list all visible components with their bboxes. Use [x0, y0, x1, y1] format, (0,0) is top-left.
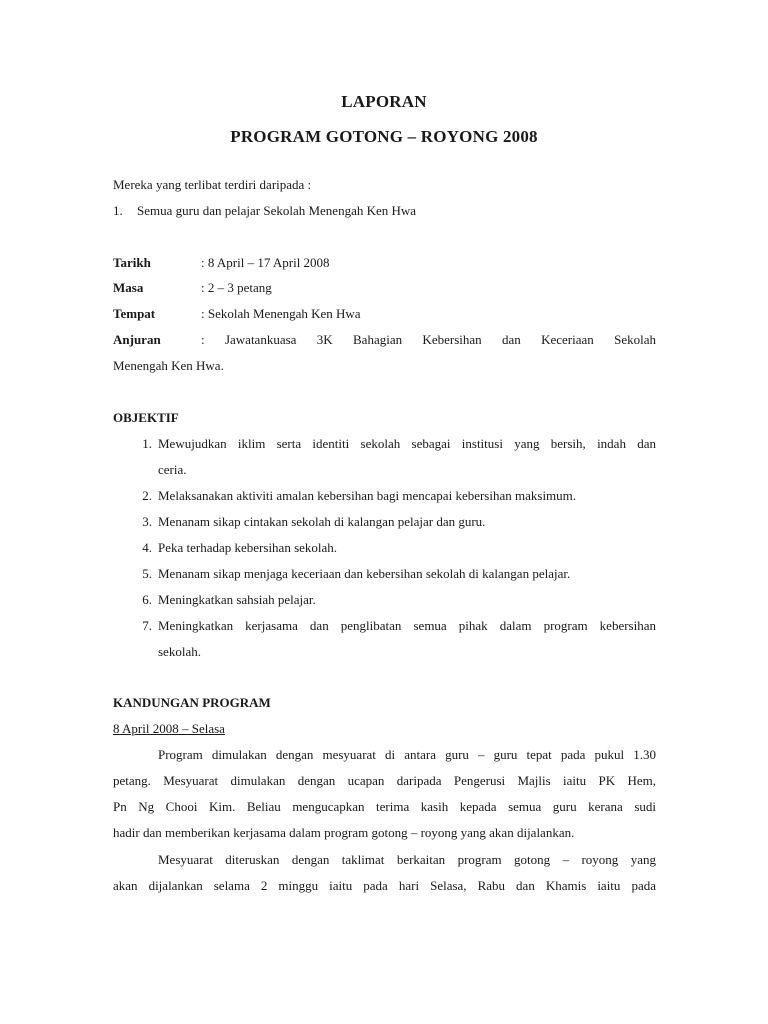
objektif-item-number: 6.: [142, 592, 152, 607]
report-title: LAPORAN: [341, 92, 427, 111]
paragraph-line: Mesyuarat diteruskan dengan taklimat berkaitan program gotong – royong yang: [158, 852, 656, 867]
objektif-item-text: Meningkatkan kerjasama dan penglibatan semua pihak dalam program kebersihan: [158, 618, 656, 633]
tempat-value: : Sekolah Menengah Ken Hwa: [201, 306, 361, 321]
objektif-item-number: 3.: [142, 514, 152, 529]
objektif-item-text-cont: sekolah.: [158, 644, 201, 659]
anjuran-value-line1: : Jawatankuasa 3K Bahagian Kebersihan dan Keceriaan Sekolah: [201, 332, 656, 347]
tarikh-label: Tarikh: [113, 255, 151, 270]
paragraph-line: akan dijalankan selama 2 minggu iaitu pada hari Selasa, Rabu dan Khamis iaitu pada: [113, 878, 656, 893]
objektif-item-text: Mewujudkan iklim serta identiti sekolah sebagai institusi yang bersih, indah dan: [158, 436, 656, 451]
objektif-item-text-cont: ceria.: [158, 462, 187, 477]
paragraph-line: hadir dan memberikan kerjasama dalam program gotong – royong yang akan dijalankan.: [113, 825, 575, 840]
paragraph-line: Pn Ng Chooi Kim. Beliau mengucapkan terima kasih kepada semua guru kerana sudi: [113, 799, 656, 814]
objektif-item-text: Menanam sikap menjaga keceriaan dan kebersihan sekolah di kalangan pelajar.: [158, 566, 571, 581]
intro-text: Mereka yang terlibat terdiri daripada :: [113, 177, 312, 192]
objektif-item-number: 1.: [142, 436, 152, 451]
objektif-item-number: 4.: [142, 540, 152, 555]
objektif-item-text: Meningkatkan sahsiah pelajar.: [158, 592, 316, 607]
objektif-heading: OBJEKTIF: [113, 410, 179, 425]
anjuran-value-line2: Menengah Ken Hwa.: [113, 358, 224, 373]
kandungan-heading: KANDUNGAN PROGRAM: [113, 695, 271, 710]
objektif-item-text: Melaksanakan aktiviti amalan kebersihan bagi mencapai kebersihan maksimum.: [158, 488, 577, 503]
anjuran-label: Anjuran: [113, 332, 161, 347]
tempat-label: Tempat: [113, 306, 156, 321]
intro-item-text: Semua guru dan pelajar Sekolah Menengah Ken Hwa: [137, 203, 417, 218]
paragraph-line: Program dimulakan dengan mesyuarat di antara guru – guru tepat pada pukul 1.30: [158, 747, 656, 762]
masa-value: : 2 – 3 petang: [201, 280, 272, 295]
objektif-item-number: 5.: [142, 566, 152, 581]
masa-label: Masa: [113, 280, 144, 295]
objektif-item-text: Peka terhadap kebersihan sekolah.: [158, 540, 338, 555]
objektif-item-number: 7.: [142, 618, 152, 633]
objektif-item-number: 2.: [142, 488, 152, 503]
program-title: PROGRAM GOTONG – ROYONG 2008: [230, 127, 538, 146]
date-subheading: 8 April 2008 – Selasa: [113, 721, 225, 736]
tarikh-value: : 8 April – 17 April 2008: [201, 255, 330, 270]
paragraph-line: petang. Mesyuarat dimulakan dengan ucapan daripada Pengerusi Majlis iaitu PK Hem,: [113, 773, 656, 788]
objektif-item-text: Menanam sikap cintakan sekolah di kalangan pelajar dan guru.: [158, 514, 486, 529]
intro-item-number: 1.: [113, 203, 123, 218]
